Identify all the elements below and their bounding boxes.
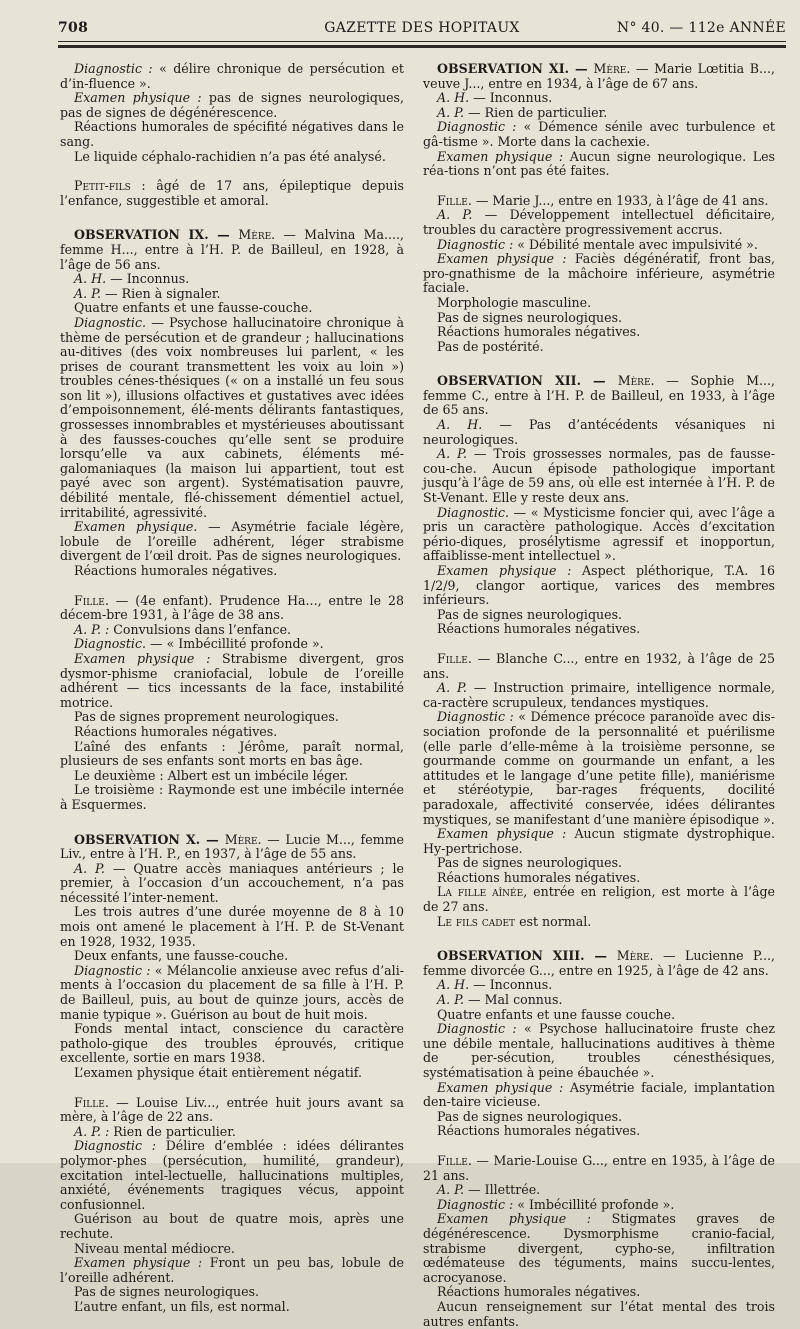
page-number: 708	[58, 20, 89, 36]
paragraph-label: Diagnostic :	[437, 119, 517, 135]
small-caps-label: Le fils cadet	[437, 913, 516, 929]
paragraph-label: Diagnostic.	[437, 504, 509, 520]
paragraph-label: A. H.	[437, 90, 470, 106]
paragraph	[60, 91, 404, 120]
small-caps-label: Mère	[224, 831, 258, 847]
paragraph	[423, 1022, 775, 1080]
paragraph-text: — Quatre accès maniaques antérieurs ; le premier, à l’occasion d’un accouchement, n’a pas nécessité l’inter-nement.	[60, 860, 405, 905]
paragraph-label: Diagnostic :	[74, 61, 153, 76]
paragraph	[423, 311, 775, 326]
paragraph-text: Réactions humorales négatives.	[437, 1284, 641, 1300]
paragraph	[423, 564, 775, 608]
paragraph-text: Fonds mental intact, conscience du caractère patholo-gique des troubles éprouvés, critique excellente, sortie en mars 1938.	[60, 1021, 404, 1066]
paragraph-gap	[60, 164, 404, 179]
paragraph	[423, 1081, 775, 1110]
paragraph-text: « Psychose hallucinatoire fruste chez une débile mentale, hallucinations auditives à thème de per-sécution, troubles cénesthésiques, systématisation à peine ébauchée ».	[423, 1021, 775, 1080]
paragraph-text: . — Blanche C..., entre en 1932, à l’âge de 25 ans.	[423, 650, 775, 681]
paragraph-label: Diagnostic :	[437, 236, 514, 252]
paragraph-label: A. P. :	[74, 1123, 110, 1139]
paragraph-label: A. P.	[437, 446, 467, 462]
paragraph	[60, 783, 404, 812]
paragraph-text: « Mélancolie anxieuse avec refus d’ali-ments à l’occasion du placement de sa fille à l’H. P. de Bailleul, puis, au bout de quinze jours, accès de manie typique ». Guérison au bout de huit mois.	[60, 962, 404, 1022]
paragraph	[60, 1242, 404, 1257]
paragraph-text: Le troisième : Raymonde est une imbécile internée à Esquermes.	[60, 782, 404, 812]
paragraph-text: — Rien à signaler.	[101, 285, 221, 301]
paragraph	[60, 594, 404, 623]
paragraph	[60, 272, 404, 287]
paragraph-gap	[423, 1139, 775, 1154]
paragraph-text: L’autre enfant, un fils, est normal.	[74, 1298, 290, 1314]
running-header	[58, 18, 786, 40]
paragraph-label: Examen physique :	[437, 563, 572, 578]
paragraph-label: A. H.	[74, 271, 107, 287]
small-caps-label: Fille	[74, 1094, 105, 1110]
paragraph-text: Réactions humorales de spécifité négatives dans le sang.	[60, 119, 404, 149]
small-caps-label: Fille	[437, 192, 468, 208]
paragraph-label: A. P.	[437, 992, 465, 1008]
paragraph	[60, 905, 404, 949]
paragraph	[60, 710, 404, 725]
observation-title: OBSERVATION XII. —	[437, 373, 618, 389]
paragraph-label: Examen physique :	[437, 1211, 592, 1227]
paragraph-label: Examen physique.	[74, 519, 198, 535]
observation-title: OBSERVATION IX. —	[74, 227, 239, 243]
paragraph-text: Réactions humorales négatives.	[74, 563, 278, 578]
paragraph	[423, 1183, 775, 1198]
paragraph	[423, 325, 775, 340]
small-caps-label: La fille aînée	[437, 884, 524, 900]
paragraph-text: — Inconnus.	[469, 977, 553, 993]
paragraph	[60, 1125, 404, 1140]
paragraph	[423, 252, 775, 296]
observation-title: OBSERVATION XI. —	[437, 61, 594, 76]
paragraph-text: Réactions humorales négatives.	[437, 1123, 641, 1139]
paragraph-label: Examen physique :	[437, 1079, 564, 1095]
paragraph-gap	[423, 179, 775, 194]
paragraph	[60, 1212, 404, 1241]
paragraph	[423, 652, 775, 681]
paragraph-text: Pas de postérité.	[437, 338, 544, 354]
paragraph-label: A. H.	[437, 417, 483, 433]
small-caps-label: Fille	[437, 650, 468, 666]
paragraph	[60, 120, 404, 149]
paragraph-text: Strabisme divergent, gros dysmor-phisme craniofacial, lobule de l’oreille adhérent — tics incessants de la face, instabilité motrice.	[60, 650, 404, 710]
paragraph	[60, 725, 404, 740]
paragraph-label: A. P. :	[74, 621, 110, 637]
paragraph	[423, 1285, 775, 1300]
paragraph	[60, 1139, 404, 1212]
paragraph-label: A. P.	[74, 285, 102, 301]
observation-heading	[423, 374, 775, 418]
paragraph-text: . — Sophie M..., femme C., entre à l’H. P. de Bailleul, en 1933, à l’âge de 65 ans.	[423, 373, 775, 418]
paragraph	[423, 1008, 775, 1023]
paragraph	[60, 769, 404, 784]
paragraph-text: pas de signes neurologiques, pas de signes de dégénérescence.	[60, 90, 404, 120]
header-rule-thick	[58, 45, 786, 48]
issue-number: N° 40. — 112e ANNÉE	[616, 20, 786, 36]
paragraph-text: — Inconnus.	[469, 90, 553, 106]
paragraph	[60, 150, 404, 165]
paragraph-text: — Illettrée.	[464, 1182, 541, 1198]
paragraph-label: Diagnostic :	[437, 1021, 517, 1037]
paragraph	[60, 179, 404, 208]
paragraph	[423, 208, 775, 237]
paragraph-label: Examen physique :	[74, 1255, 203, 1271]
left-column	[60, 62, 404, 1315]
paragraph-text: Faciès dégénératif, front bas, pro-gnathisme de la mâchoire inférieure, asymétrie faciale.	[423, 251, 775, 296]
paragraph-text: . — (4e enfant). Prudence Ha..., entre le 28 décem-bre 1931, à l’âge de 38 ans.	[60, 592, 404, 623]
paragraph-gap	[423, 637, 775, 652]
paragraph-text: « Imbécillité profonde ».	[513, 1196, 675, 1212]
paragraph	[60, 564, 404, 579]
paragraph	[60, 1300, 404, 1315]
paragraph-text: — Trois grossesses normales, pas de fausse-cou-che. Aucun épisode pathologique important jusqu’à l’âge de 59 ans, où elle est internée à l’H. P. de St-Venant. Elle y reste deux ans.	[423, 446, 775, 506]
paragraph-text: Front un peu bas, lobule de l’oreille adhérent.	[60, 1255, 404, 1285]
paragraph-text: . — Marie J..., entre en 1933, à l’âge de 41 ans.	[467, 192, 769, 208]
paragraph-text: Pas de signes neurologiques.	[437, 309, 623, 325]
paragraph	[423, 506, 775, 564]
paragraph	[423, 608, 775, 623]
paragraph-text: Stigmates graves de dégénérescence. Dysmorphisme cranio-facial, strabisme divergent, cypho-se, infiltration œdémateuse des téguments, mains succu-lentes, acrocyanose.	[423, 1211, 775, 1285]
small-caps-label: Fille	[74, 592, 105, 608]
paragraph-text: Réactions humorales négatives.	[74, 723, 278, 739]
paragraph-text: Les trois autres d’une durée moyenne de 8 à 10 mois ont amené le placement à l’H. P. de St-Venant en 1928, 1932, 1935.	[60, 904, 404, 949]
paragraph-text: « Démence précoce paranoïde avec dis-sociation profonde de la personnalité et puérilisme (elle parle d’elle-même à la troisième personne, se gourmande comme on gourmande un enfant, a les attitudes et le langage d’une petite fille), maniérisme et stéréotypie, bar-rages fréquents, docilité paradoxale, affectivité conservée, idées délirantes mystiques, se manifestant d’une manière épisodique ».	[423, 709, 775, 827]
paragraph-gap	[423, 929, 775, 949]
paragraph	[60, 1285, 404, 1300]
small-caps-label: Mère	[616, 948, 650, 964]
small-caps-label: Mère	[238, 227, 272, 243]
paragraph-gap	[60, 1081, 404, 1096]
observation-heading	[60, 228, 404, 272]
paragraph-text: — Mal connus.	[464, 992, 563, 1008]
paragraph	[423, 238, 775, 253]
paragraph-label: A. P.	[437, 207, 473, 223]
paragraph-text: . — Marie Lœtitia B..., veuve J..., entre en 1934, à l’âge de 67 ans.	[423, 61, 775, 91]
paragraph	[423, 993, 775, 1008]
paragraph	[423, 1212, 775, 1285]
paragraph	[423, 827, 775, 856]
paragraph-text: « délire chronique de persécution et d’in-fluence ».	[60, 61, 404, 91]
paragraph	[423, 622, 775, 637]
paragraph-text: Aucun renseignement sur l’état mental des trois autres enfants.	[423, 1298, 775, 1329]
paragraph-text: Réactions humorales négatives.	[437, 869, 641, 885]
observation-heading	[423, 62, 775, 91]
paragraph-text: Quatre enfants et une fausse-couche.	[74, 300, 313, 316]
paragraph-text: Convulsions dans l’enfance.	[109, 621, 292, 637]
paragraph-text: Pas de signes proprement neurologiques.	[74, 709, 339, 725]
observation-heading	[423, 949, 775, 978]
paragraph-label: Examen physique :	[74, 650, 211, 666]
paragraph	[423, 915, 775, 930]
paragraph-label: Diagnostic :	[437, 709, 514, 725]
paragraph	[423, 1110, 775, 1125]
paragraph	[423, 1198, 775, 1213]
paragraph	[60, 301, 404, 316]
paragraph-text: Aspect pléthorique, T.A. 16 1/2/9, clangor aortique, varices des membres inférieurs.	[423, 563, 775, 608]
paragraph-text: Réactions humorales négatives.	[437, 324, 641, 340]
small-caps-label: Fille	[437, 1152, 468, 1168]
paragraph	[60, 520, 404, 564]
paragraph-label: Diagnostic :	[437, 1196, 514, 1212]
paragraph	[423, 120, 775, 149]
paragraph-label: Diagnostic :	[74, 1138, 156, 1154]
paragraph	[423, 447, 775, 505]
paragraph-text: : âgé de 17 ans, épileptique depuis l’enfance, suggestible et amoral.	[60, 178, 404, 208]
paragraph-gap	[60, 813, 404, 833]
paragraph	[60, 949, 404, 964]
paragraph-text: Le deuxième : Albert est un imbécile léger.	[74, 767, 349, 783]
paragraph-label: Diagnostic.	[74, 636, 146, 652]
paragraph	[60, 287, 404, 302]
small-caps-label: Petit-fils	[74, 178, 131, 194]
paragraph-text: Asymétrie faciale, implantation den-taire vicieuse.	[423, 1079, 775, 1110]
paragraph	[60, 62, 404, 91]
paragraph-text: . — Louise Liv..., entrée huit jours avant sa mère, à l’âge de 22 ans.	[60, 1094, 404, 1125]
paragraph-text: Quatre enfants et une fausse couche.	[437, 1006, 676, 1022]
paragraph-text: Niveau mental médiocre.	[74, 1240, 235, 1256]
right-column	[423, 62, 775, 1329]
paragraph	[423, 885, 775, 914]
paragraph	[423, 296, 775, 311]
paragraph-label: A. P.	[74, 860, 105, 876]
paragraph-text: — Inconnus.	[106, 271, 190, 287]
paragraph-text: . — Malvina Ma...., femme H..., entre à l’H. P. de Bailleul, en 1928, à l’âge de 56 ans.	[60, 227, 404, 272]
paragraph-text: Pas de signes neurologiques.	[437, 855, 623, 871]
paragraph-label: A. H.	[437, 977, 470, 993]
paragraph	[423, 856, 775, 871]
paragraph	[423, 194, 775, 209]
paragraph-text: L’aîné des enfants : Jérôme, paraît normal, plusieurs de ses enfants sont morts en bas âge.	[60, 738, 404, 769]
paragraph	[60, 316, 404, 520]
paragraph	[423, 106, 775, 121]
paragraph-text: Pas de signes neurologiques.	[437, 606, 623, 622]
paragraph-text: Morphologie masculine.	[437, 294, 592, 310]
paragraph-gap	[60, 579, 404, 594]
paragraph	[423, 1124, 775, 1139]
paragraph	[423, 681, 775, 710]
paragraph-label: Examen physique :	[437, 148, 564, 164]
paragraph	[60, 623, 404, 638]
paragraph-label: A. P.	[437, 104, 465, 120]
paragraph-text: Réactions humorales négatives.	[437, 621, 641, 637]
paragraph-text: Aucun signe neurologique. Les réa-tions n’ont pas été faites.	[423, 148, 775, 179]
paragraph	[60, 862, 404, 906]
paragraph	[60, 740, 404, 769]
paragraph-text: , entrée en religion, est morte à l’âge de 27 ans.	[423, 884, 775, 915]
paragraph-text: Rien de particulier.	[109, 1123, 236, 1139]
small-caps-label: Mère	[617, 373, 651, 389]
paragraph-label: Diagnostic.	[74, 314, 146, 330]
paragraph-text: L’examen physique était entièrement négatif.	[74, 1065, 363, 1080]
paragraph	[423, 871, 775, 886]
paragraph-label: Diagnostic :	[74, 962, 151, 978]
paragraph	[423, 710, 775, 827]
paragraph-label: Examen physique :	[437, 826, 567, 842]
paragraph-text: Pas de signes neurologiques.	[74, 1284, 260, 1300]
paragraph-text: — Rien de particulier.	[464, 104, 608, 120]
paragraph-text: . — Lucienne P..., femme divorcée G..., entre en 1925, à l’âge de 42 ans.	[423, 948, 775, 978]
observation-heading	[60, 833, 404, 862]
paragraph	[60, 1096, 404, 1125]
paragraph	[60, 1066, 404, 1081]
paragraph	[60, 652, 404, 710]
paragraph-label: A. P.	[437, 680, 467, 696]
paragraph-text: est normal.	[515, 913, 592, 929]
paragraph-text: — « Mysticisme foncier qui, avec l’âge a pris un caractère pathologique. Accès d’excitation pério-diques, prosélytisme agressif et inopportun, affaiblisse-ment intellectuel ».	[423, 504, 775, 564]
paragraph-label: A. P.	[437, 1182, 465, 1198]
paragraph	[60, 1022, 404, 1066]
paragraph	[60, 637, 404, 652]
paragraph-text: — Asymétrie faciale légère, lobule de l’oreille adhérent, léger strabisme divergent de l’œil droit. Pas de signes neurologiques.	[60, 519, 404, 564]
paragraph-text: « Débilité mentale avec impulsivité ».	[513, 236, 758, 252]
paragraph-text: — Pas d’antécédents vésaniques ni neurologiques.	[423, 417, 775, 447]
paragraph	[60, 964, 404, 1022]
paragraph	[423, 340, 775, 355]
paragraph-text: Deux enfants, une fausse-couche.	[74, 948, 289, 964]
paragraph-text: Délire d’emblée : idées délirantes polymor-phes (persécution, humilité, grandeur), excitation intel-lectuelle, hallucinations multiples, anxiété, événements tragiques vécus, appoint confusionnel.	[60, 1138, 404, 1212]
paragraph-text: . — Marie-Louise G..., entre en 1935, à l’âge de 21 ans.	[423, 1152, 775, 1183]
paragraph-text: Le liquide céphalo-rachidien n’a pas été analysé.	[74, 148, 386, 164]
paragraph-gap	[423, 354, 775, 374]
paragraph	[423, 1300, 775, 1329]
paragraph	[60, 1256, 404, 1285]
paragraph-text: — Développement intellectuel déficitaire, troubles du caractère progressivement accrus.	[423, 207, 775, 237]
paragraph	[423, 1154, 775, 1183]
paragraph-text: « Démence sénile avec turbulence et gâ-tisme ». Morte dans la cachexie.	[423, 119, 775, 149]
paragraph-gap	[60, 208, 404, 228]
paragraph	[423, 91, 775, 106]
observation-title: OBSERVATION X. —	[74, 831, 225, 847]
paragraph-text: Pas de signes neurologiques.	[437, 1108, 623, 1124]
paragraph	[423, 978, 775, 993]
paragraph-text: . — Lucie M..., femme Liv., entre à l’H. P., en 1937, à l’âge de 55 ans.	[60, 831, 404, 862]
paragraph-text: Aucun stigmate dystrophique. Hy-pertrichose.	[423, 826, 775, 856]
journal-title: GAZETTE DES HOPITAUX	[324, 20, 520, 36]
paragraph-label: Examen physique :	[437, 251, 567, 267]
paragraph-text: Guérison au bout de quatre mois, après une rechute.	[60, 1211, 404, 1241]
header-rule-thin	[58, 41, 786, 42]
paragraph	[423, 418, 775, 447]
paragraph-text: — Instruction primaire, intelligence normale, ca-ractère scrupuleux, tendances mystiques.	[423, 680, 776, 710]
observation-title: OBSERVATION XIII. —	[437, 948, 617, 964]
small-caps-label: Mère	[593, 61, 627, 76]
paragraph-text: — « Imbécillité profonde ».	[146, 636, 324, 652]
paragraph-text: — Psychose hallucinatoire chronique à thème de persécution et de grandeur ; hallucinations au-ditives (des voix nombreuses lui parlent, « les prises de courant transmettent les voix au loin ») troubles cénes-thésiques (« on a installé un feu sous son lit »), illusions olfactives et gustatives avec idées d’empoisonnement, élé-ments délirants fantastiques, grossesses innombrables et mystérieuses aboutissant à des fausses-couches qu’elle sent se produire lorsqu’elle va aux cabinets, éléments mé-galomaniaques (la maison lui appartient, tout est payé avec son argent). Systématisation pauvre, débilité mentale, flé-chissement démentiel actuel, irritabilité, agressivité.	[60, 314, 404, 520]
paragraph-label: Examen physique :	[74, 90, 202, 106]
paragraph	[423, 150, 775, 179]
